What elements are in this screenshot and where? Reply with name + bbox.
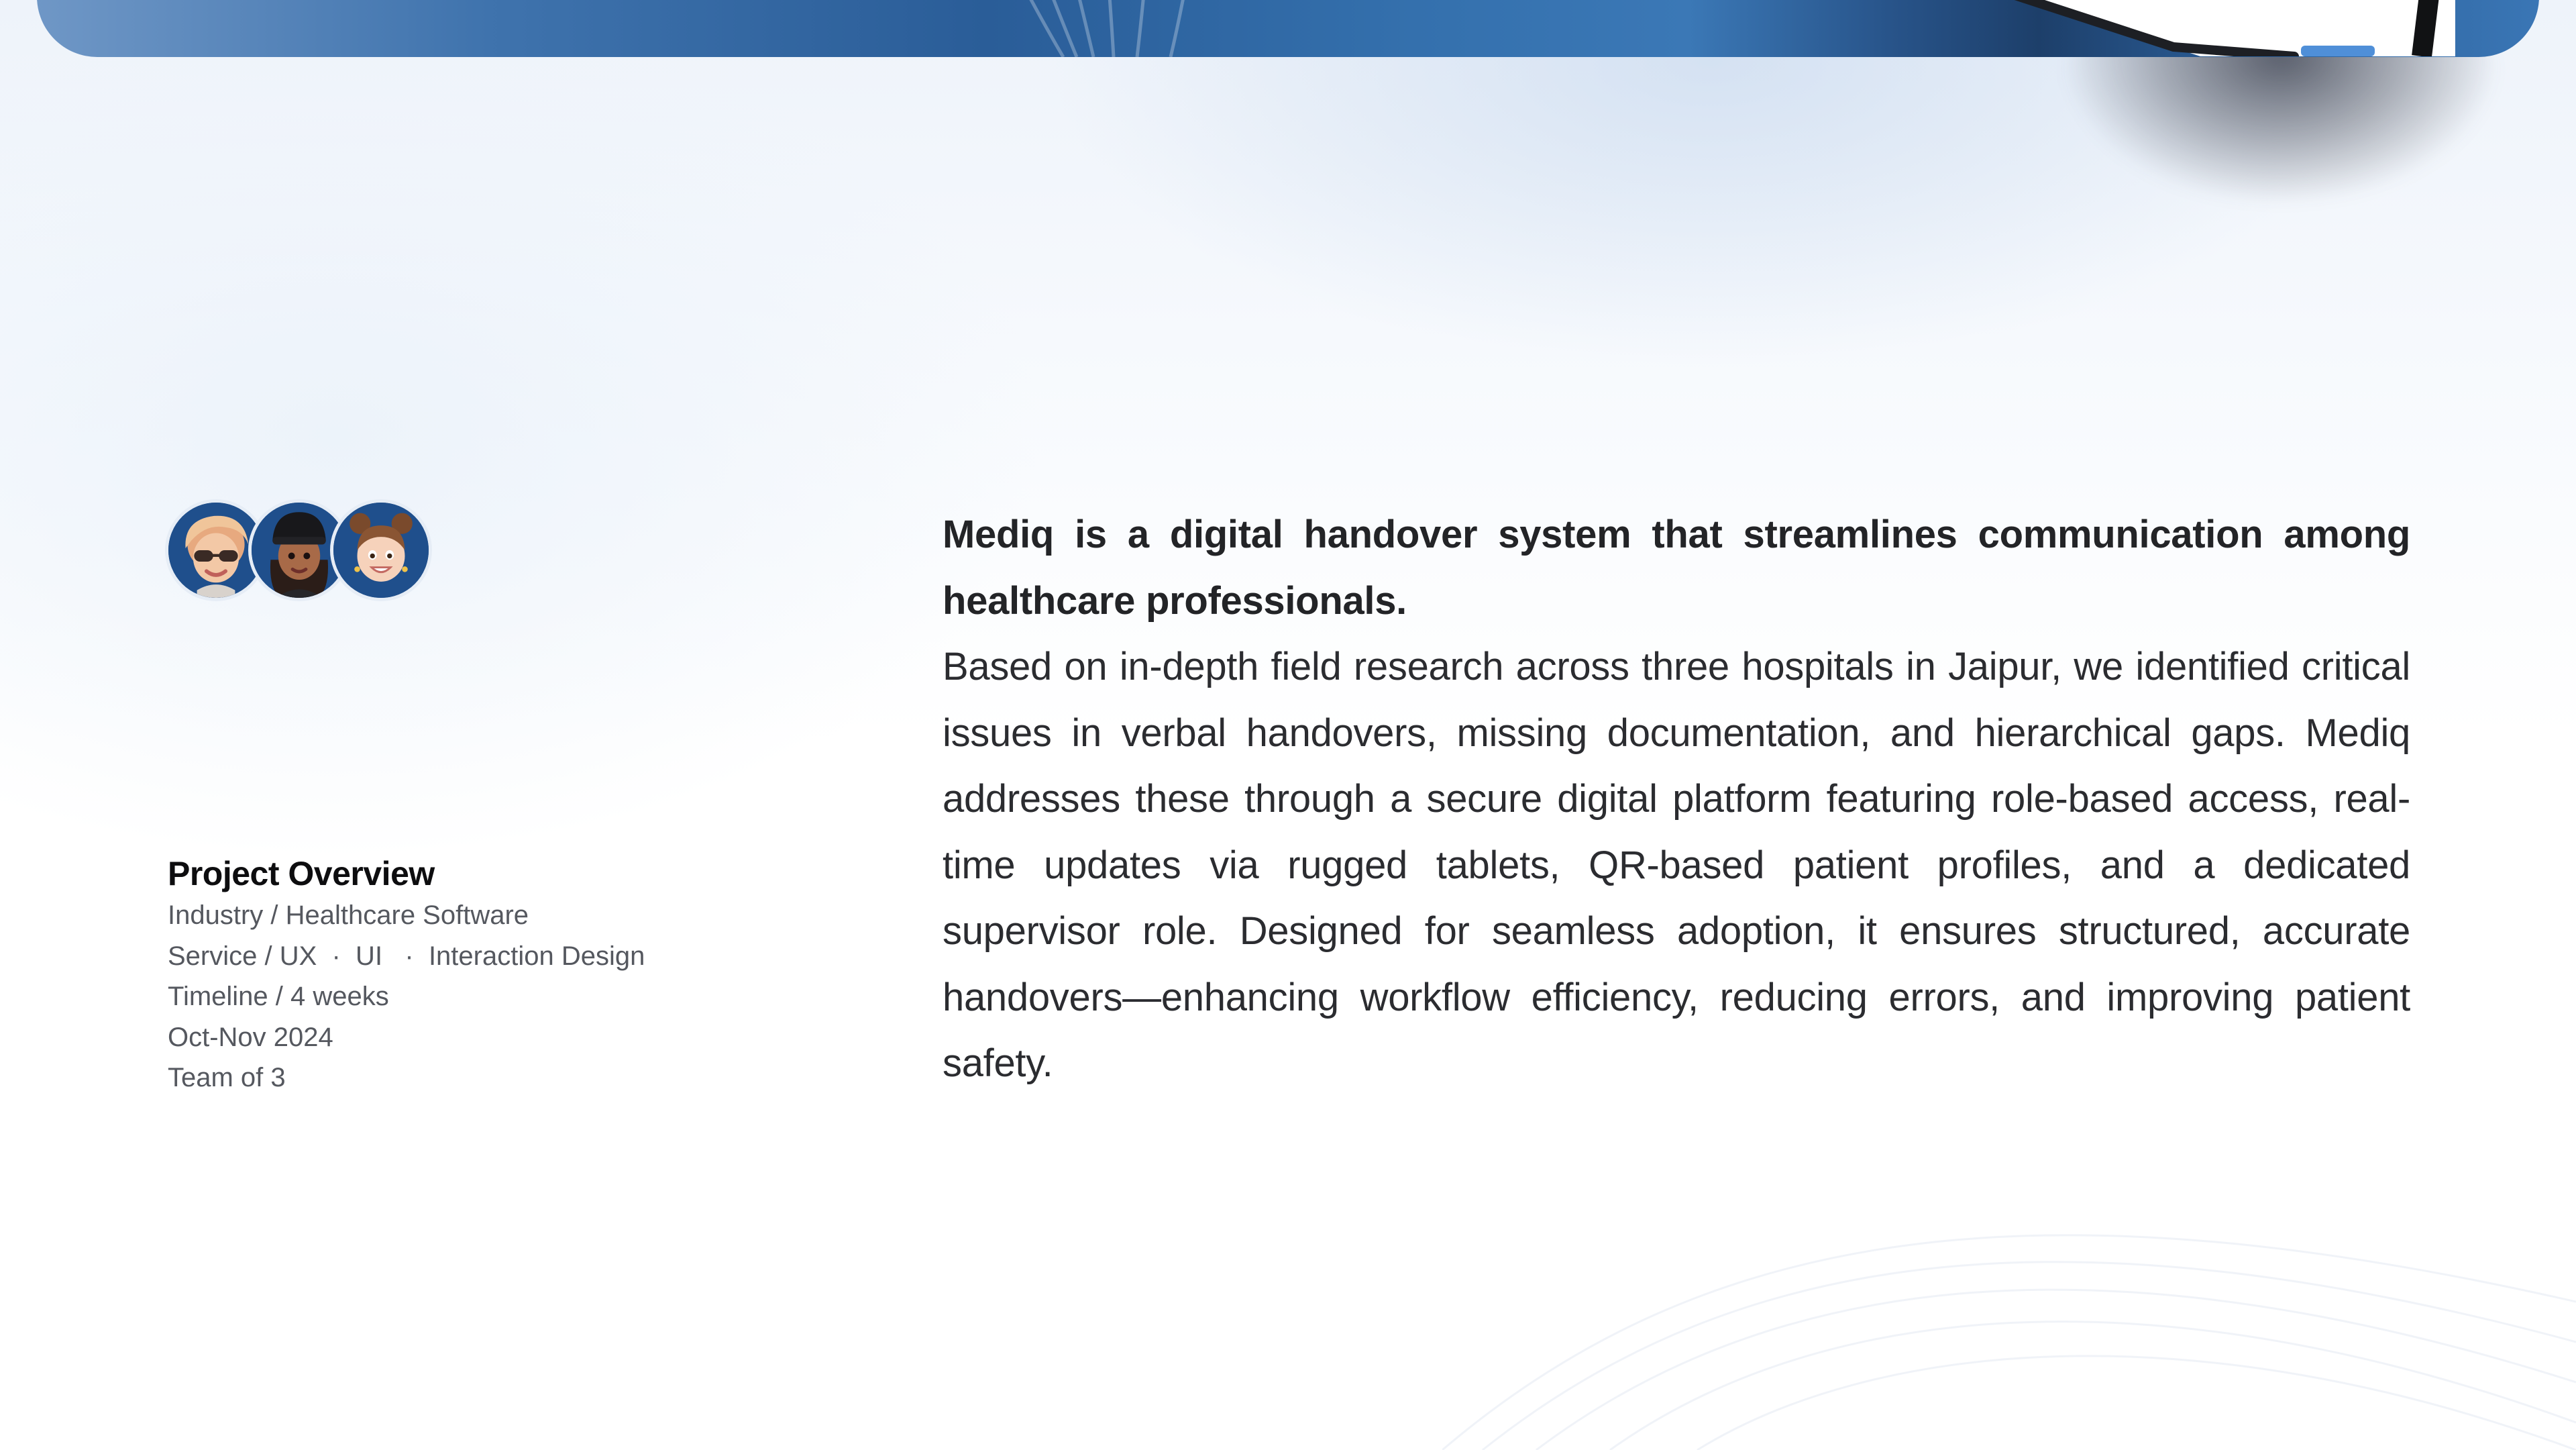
- project-overview-title: Project Overview: [168, 855, 435, 892]
- project-team-size: Team of 3: [168, 1063, 286, 1092]
- project-industry: Industry / Healthcare Software: [168, 900, 529, 930]
- hero-decor-lines: [37, 0, 2539, 57]
- project-service: Service / UX · UI · Interaction Design: [168, 941, 645, 971]
- project-overview: [168, 852, 771, 1098]
- project-dates: Oct-Nov 2024: [168, 1022, 333, 1052]
- project-timeline: Timeline / 4 weeks: [168, 982, 389, 1011]
- background-wave-lines: [1442, 1141, 2576, 1450]
- team-avatar-3: [330, 499, 432, 601]
- team-avatars: [165, 499, 447, 607]
- project-description: [943, 502, 2410, 1097]
- woman-buns-memoji-icon: [333, 503, 429, 598]
- description-body: Based on in-depth field research across three hospitals in Jaipur, we identified critical issues in verbal handovers, missing documentation, and hierarchical gaps. Mediq addresses these through a secure digital platform featuring role-based access, real-time updates via rugged tablets, QR-based patient profiles, and a dedicated supervisor role. Designed for seamless adoption, it ensures structured, accurate handovers—enhancing workflow efficiency, reducing errors, and improving patient safety.: [943, 645, 2410, 1085]
- hero-banner: [37, 0, 2539, 57]
- description-lead: Mediq is a digital handover system that streamlines communication among healthcare professionals.: [943, 513, 2410, 623]
